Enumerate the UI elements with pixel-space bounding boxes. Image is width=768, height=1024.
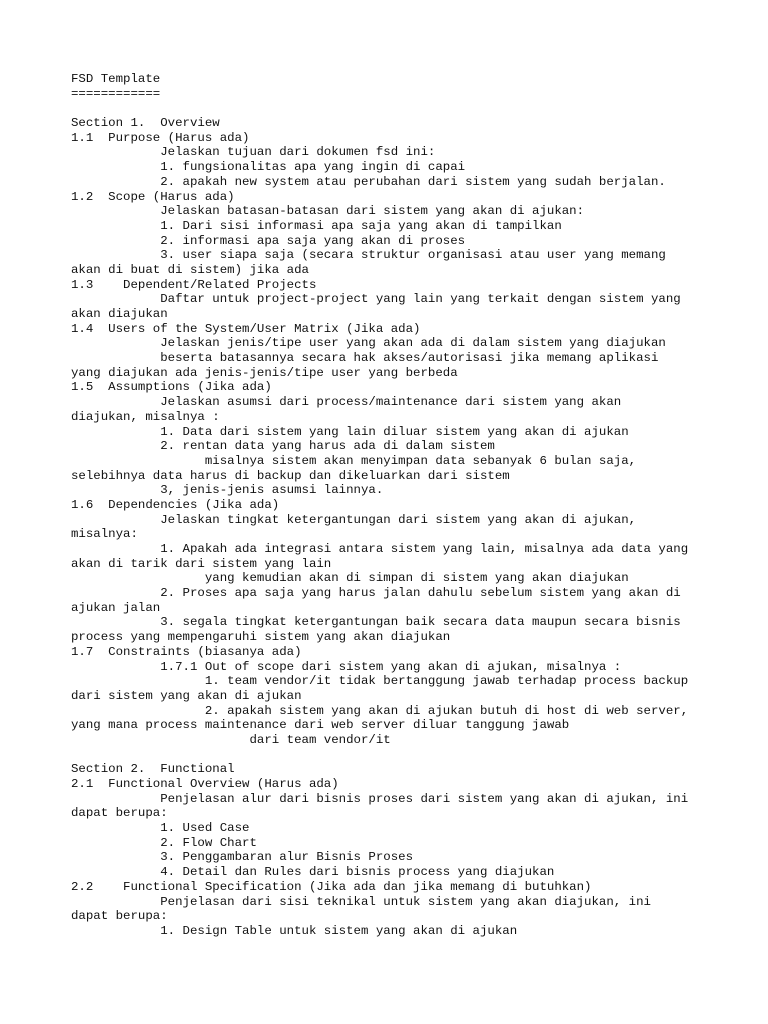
document-line: 1. Dari sisi informasi apa saja yang akan di tampilkan <box>71 218 562 233</box>
document-line: 2. Proses apa saja yang harus jalan dahulu sebelum sistem yang akan di <box>71 586 681 601</box>
document-line: 1.4 Users of the System/User Matrix (Jika ada) <box>71 321 421 336</box>
document-line: 1.7.1 Out of scope dari sistem yang akan di ajukan, misalnya : <box>71 659 622 674</box>
document-line <box>71 101 751 116</box>
document-line: Section 2. Functional <box>71 762 235 777</box>
document-line: Section 1. Overview <box>71 116 220 131</box>
document-line: 1. fungsionalitas apa yang ingin di capai <box>71 160 466 175</box>
document-line: 1.1 Purpose (Harus ada) <box>71 130 250 145</box>
document-line <box>71 748 751 763</box>
document-line: ajukan jalan <box>71 600 161 615</box>
document-line: 1.2 Scope (Harus ada) <box>71 189 235 204</box>
document-line: dari sistem yang akan di ajukan <box>71 688 302 703</box>
document-line: 2.1 Functional Overview (Harus ada) <box>71 777 339 791</box>
document-line: 3. user siapa saja (secara struktur organisasi atau user yang memang <box>71 248 666 263</box>
document-body <box>71 72 751 939</box>
document-line: 1. Apakah ada integrasi antara sistem yang lain, misalnya ada data yang <box>71 542 689 556</box>
document-line: 4. Detail dan Rules dari bisnis process yang diajukan <box>71 865 555 880</box>
document-line: 3, jenis-jenis asumsi lainnya. <box>71 483 384 498</box>
document-line: dapat berupa: <box>71 909 168 924</box>
document-line: yang diajukan ada jenis-jenis/tipe user yang berbeda <box>71 365 458 380</box>
document-line: akan diajukan <box>71 307 168 321</box>
document-line: Penjelasan dari sisi teknikal untuk sistem yang akan diajukan, ini <box>71 894 651 909</box>
document-line: 1.5 Assumptions (Jika ada) <box>71 380 272 395</box>
document-line: misalnya: <box>71 527 138 542</box>
document-line: misalnya sistem akan menyimpan data sebanyak 6 bulan saja, <box>71 453 637 468</box>
document-line: 3. segala tingkat ketergantungan baik secara data maupun secara bisnis <box>71 615 681 630</box>
document-line: process yang mempengaruhi sistem yang akan diajukan <box>71 630 451 645</box>
document-line: Jelaskan batasan-batasan dari sistem yang akan di ajukan: <box>71 204 585 219</box>
document-line: 2.2 Functional Specification (Jika ada dan jika memang di butuhkan) <box>71 879 592 894</box>
document-line: 2. Flow Chart <box>71 835 257 850</box>
document-line: 2. rentan data yang harus ada di dalam sistem <box>71 439 495 454</box>
document-line: 1.3 Dependent/Related Projects <box>71 277 317 292</box>
document-line: Jelaskan jenis/tipe user yang akan ada di dalam sistem yang diajukan <box>71 336 666 351</box>
document-line: 1. Used Case <box>71 821 250 836</box>
document-line: Jelaskan asumsi dari process/maintenance dari sistem yang akan <box>71 395 622 410</box>
document-line: 1. Data dari sistem yang lain diluar sistem yang akan di ajukan <box>71 424 629 439</box>
document-line: beserta batasannya secara hak akses/autorisasi jika memang aplikasi <box>71 351 659 366</box>
document-line: 2. apakah sistem yang akan di ajukan butuh di host di web server, <box>71 703 689 718</box>
document-line: Daftar untuk project-project yang lain yang terkait dengan sistem yang <box>71 292 681 307</box>
document-line: yang kemudian akan di simpan di sistem yang akan diajukan <box>71 571 629 586</box>
document-line: 1.6 Dependencies (Jika ada) <box>71 497 280 512</box>
document-line: akan di tarik dari sistem yang lain <box>71 556 332 571</box>
document-line: diajukan, misalnya : <box>71 409 220 424</box>
document-line: FSD Template <box>71 72 161 86</box>
document-line: selebihnya data harus di backup dan dikeluarkan dari sistem <box>71 468 510 483</box>
document-line: 2. informasi apa saja yang akan di proses <box>71 233 466 248</box>
document-line: akan di buat di sistem) jika ada <box>71 262 309 277</box>
document-line: 1.7 Constraints (biasanya ada) <box>71 644 302 659</box>
document-line: 3. Penggambaran alur Bisnis Proses <box>71 850 414 865</box>
document-line: yang mana process maintenance dari web server diluar tanggung jawab <box>71 718 570 733</box>
document-line: 2. apakah new system atau perubahan dari sistem yang sudah berjalan. <box>71 174 666 189</box>
document-line: dari team vendor/it <box>71 732 391 747</box>
document-line: 1. Design Table untuk sistem yang akan di ajukan <box>71 923 518 938</box>
document-line: dapat berupa: <box>71 806 168 821</box>
document-line: 1. team vendor/it tidak bertanggung jawab terhadap process backup <box>71 674 689 689</box>
document-line: Penjelasan alur dari bisnis proses dari sistem yang akan di ajukan, ini <box>71 791 689 806</box>
document-line: Jelaskan tingkat ketergantungan dari sistem yang akan di ajukan, <box>71 512 637 527</box>
document-line: ============ <box>71 86 161 101</box>
document-line: Jelaskan tujuan dari dokumen fsd ini: <box>71 145 436 160</box>
